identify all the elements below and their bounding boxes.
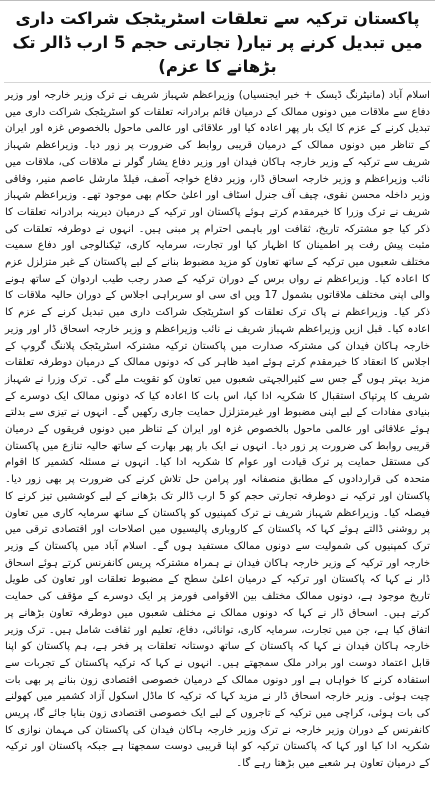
article-body	[0, 83, 435, 773]
article-body-text: اسلام آباد (مانیٹرنگ ڈیسک + خبر ایجنسیاں) وزیراعظم شہباز شریف نے ترک وزیر خارجہ اور وزیر دفاع سے ملاقات میں دونوں ممالک کے درمیان قائم برادرانہ تعلقات کو اسٹریٹجک شراکت داری میں تبدیل کرنے کے عزم کا ایک بار پھر اعادہ کیا اور علاقائی اور عالمی ماحول بالخصوص غزہ اور ایران کے تناظر میں دونوں ممالک کے درمیان قریبی روابط کی ضرورت پر زور دیا۔ وزیراعظم شہباز شریف سے ترکیہ کے وزیر خارجہ ہاکان فیدان اور وزیر دفاع یشار گولر نے ملاقات کی، ملاقات میں نائب وزیراعظم و وزیر خارجہ اسحاق ڈار، وزیر دفاع خواجہ آصف، فیلڈ مارشل عاصم منیر، وفاقی وزیر داخلہ محسن نقوی، چیف آف جنرل اسٹاف اور اعلیٰ حکام بھی موجود تھے۔ وزیراعظم شہباز شریف نے ترک وزرا کا خیرمقدم کرتے ہوئے پاکستان اور ترکیہ کے درمیان دیرینہ برادرانہ تعلقات کا ذکر کیا جو مشترکہ تاریخ، ثقافت اور باہمی احترام پر مبنی ہیں۔ انہوں نے دوطرفہ تعلقات کی مثبت پیش رفت پر اطمینان کا اظہار کیا اور تجارت، سرمایہ کاری، ٹیکنالوجی اور دفاع سمیت مختلف شعبوں میں ترکیہ کے ساتھ تعاون کو مزید مضبوط بنانے کے لیے پاکستان کے غیر متزلزل عزم کا اعادہ کیا۔ وزیراعظم نے رواں برس کے دوران ترکیہ کے صدر رجب طیب اردوان کے ساتھ ہونے والی اپنی مختلف ملاقاتوں بشمول 17 ویں ای سی او سربراہی اجلاس کے دوران حالیہ ملاقات کا ذکر کیا۔ وزیراعظم نے پاک ترک تعلقات کو اسٹریٹجک شراکت داری میں تبدیل کرنے کے عزم کا اعادہ کیا۔ قبل ازیں وزیراعظم شہباز شریف نے نائب وزیراعظم و وزیر خارجہ اسحاق ڈار اور وزیر خارجہ ہاکان فیدان کی مشترکہ صدارت میں پاکستان ترکیہ مشترکہ اسٹریٹجک پلاننگ گروپ کے اجلاس کا انعقاد کا خیرمقدم کرتے ہوئے امید ظاہر کی کہ دونوں ممالک کے درمیان دوطرفہ تعلقات مزید بہتر ہوں گے جس سے کثیرالجہتی شعبوں میں تعاون کو تقویت ملے گی۔ ترک وزرا نے شہباز شریف کا پرتپاک استقبال کا شکریہ ادا کیا، اس بات کا اعادہ کیا کہ دونوں ممالک ایک دوسرے کے بنیادی مفادات کے لیے اپنی مضبوط اور غیرمتزلزل حمایت جاری رکھیں گے۔ انہوں نے تیزی سے بدلتے ہوئے علاقائی اور عالمی ماحول بالخصوص غزہ اور ایران کے تناظر میں دونوں فریقوں کے درمیان قریبی روابط کی ضرورت پر زور دیا۔ انہوں نے ایک بار پھر بھارت کے ساتھ حالیہ تنازع میں پاکستان کی مستقل حمایت پر ترک قیادت اور عوام کا شکریہ ادا کیا۔ انہوں نے مسئلہ کشمیر کا اقوام متحدہ کی قراردادوں کے مطابق منصفانہ اور پرامن حل تلاش کرنے کی ضرورت پر بھی زور دیا۔ پاکستان اور ترکیہ نے دوطرفہ تجارتی حجم کو 5 ارب ڈالر تک بڑھانے کے لیے کوششیں تیز کرنے کا فیصلہ کیا۔ وزیراعظم شہباز شریف نے ترک کمپنیوں کو پاکستان کے ساتھ سرمایہ کاری میں تعاون پر روشنی ڈالتے ہوئے کہا کہ پاکستان کے کاروباری پالیسیوں میں اصلاحات اور اقتصادی ترقی میں ترک کمپنیوں کی شمولیت سے دونوں ممالک مستفید ہوں گے۔ اسلام آباد میں پاکستان کے وزیر خارجہ اور ترکیہ کے وزیر خارجہ ہاکان فیدان نے ہمراہ مشترکہ پریس کانفرنس کرتے ہوئے اسحاق ڈار نے کہا کہ پاکستان اور ترکیہ کے درمیان اعلیٰ سطح کے مضبوط تعلقات اور تعاون کی طویل تاریخ موجود ہے، دونوں ممالک مختلف بین الاقوامی فورمز پر ایک دوسرے کے مؤقف کی حمایت کرتے ہیں۔ اسحاق ڈار نے کہا کہ دونوں ممالک نے مختلف شعبوں میں دوطرفہ تعاون بڑھانے پر اتفاق کیا ہے، جن میں تجارت، سرمایہ کاری، توانائی، دفاع، تعلیم اور ثقافت شامل ہیں۔ ترک وزیر خارجہ ہاکان فیدان نے کہا کہ پاکستان کے ساتھ دوستانہ تعلقات پر فخر ہے، ہم پاکستان کو اپنا قابل اعتماد دوست اور برادر ملک سمجھتے ہیں۔ انہوں نے کہا کہ ترکیہ پاکستان کے تجربات سے استفادہ کرنے کا خواہاں ہے اور دونوں ممالک کے درمیان خصوصی اقتصادی زون بنانے پر بھی بات چیت ہوئی۔ وزیر خارجہ اسحاق ڈار نے مزید کہا کہ ترکیہ کا ماڈل اسکول آزاد کشمیر میں کھولنے کی بات ہوئی، کراچی میں ترکیہ کے تاجروں کے لیے ایک خصوصی اقتصادی زون بنایا جائے گا، پریس کانفرنس کے دوران وزیر خارجہ نے ترک وزیر خارجہ ہاکان فیدان کی پاکستان کی مہمان نوازی کا شکریہ ادا کیا اور کہا کہ پاکستان ترکیہ کو اپنا قریبی دوست سمجھتا ہے جبکہ پاکستان اور ترکیہ کے درمیان تعاون ہر شعبے میں بڑھتا رہے گا۔	[5, 90, 430, 770]
article-headline: پاکستان ترکیہ سے تعلقات اسٹریٹجک شراکت داری میں تبدیل کرنے پر تیار( تجارتی حجم 5 ارب ڈالر تک بڑھانے کا عزم)	[4, 1, 431, 83]
